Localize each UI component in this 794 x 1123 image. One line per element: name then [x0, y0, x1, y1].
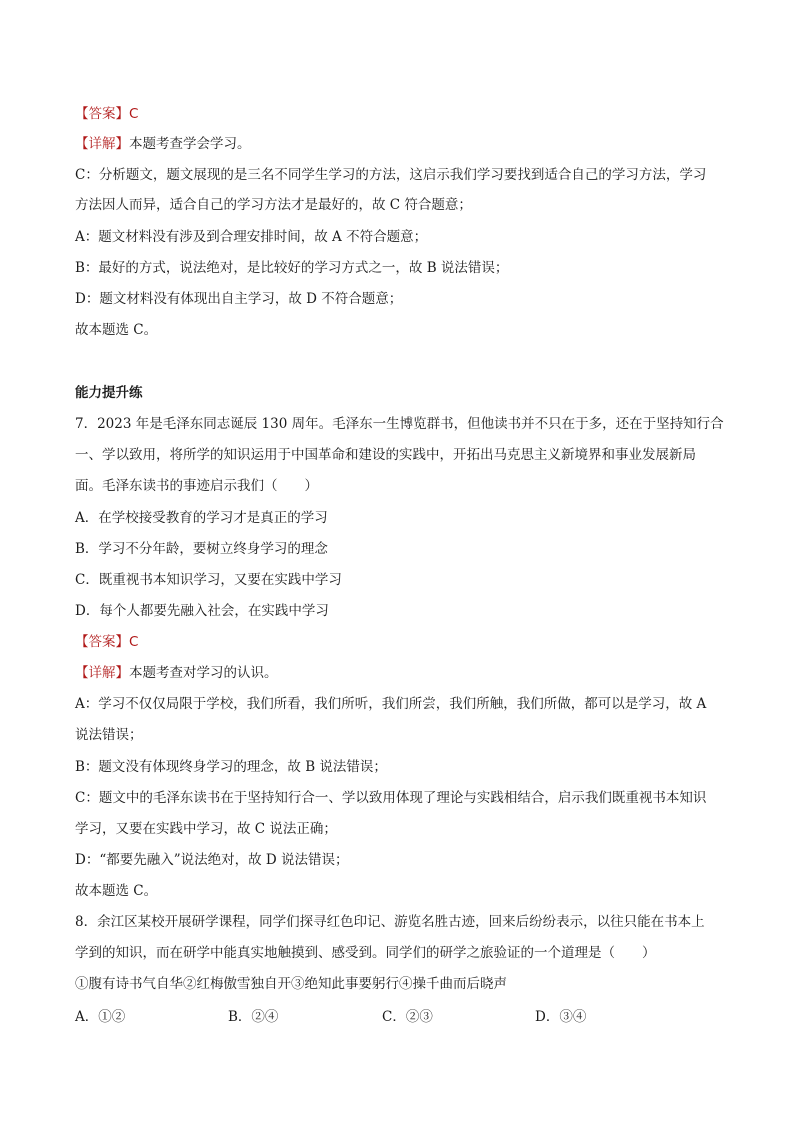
- q6-detail-text: 方法因人而异，适合自己的学习方法才是最好的，故 C 符合题意；: [75, 197, 472, 213]
- q7-option-a: A．在学校接受教育的学习才是真正的学习: [75, 510, 328, 526]
- q7-stem-line: 面。毛泽东读书的事迹启示我们（ ）: [75, 478, 318, 494]
- q6-detail-tag: 【详解】: [75, 136, 129, 152]
- q6-detail-text: C：分析题文，题文展现的是三名不同学生学习的方法，这启示我们学习要找到适合自己的学习方法，学习: [75, 167, 707, 183]
- q8-option-c: C．②③: [382, 1009, 433, 1025]
- q7-detail-tag: 【详解】: [75, 665, 129, 681]
- q6-answer-line: [75, 104, 725, 124]
- q7-option-d: D．每个人都要先融入社会，在实践中学习: [75, 603, 329, 619]
- q7-option-c: C．既重视书本知识学习，又要在实践中学习: [75, 572, 342, 588]
- q6-answer-tag: 【答案】: [75, 106, 129, 122]
- q7-detail-text: 故本题选 C。: [75, 883, 158, 899]
- q7-detail-text: 学习，又要在实践中学习，故 C 说法正确；: [75, 821, 337, 837]
- q7-detail-line: [75, 663, 725, 683]
- q7-detail-text: A：学习不仅仅局限于学校，我们所看，我们所听，我们所尝，我们所触，我们所做，都可以是学习，故 A: [75, 696, 707, 712]
- q7-option-b: B．学习不分年龄，要树立终身学习的理念: [75, 541, 328, 557]
- q8-option-a: A．①②: [75, 1009, 126, 1025]
- q6-detail-text: B：最好的方式，说法绝对，是比较好的学习方式之一，故 B 说法错误；: [75, 260, 509, 276]
- q7-stem-line: 7．2023 年是毛泽东同志诞辰 130 周年。毛泽东一生博览群书，但他读书并不只在于多，还在于坚持知行合: [75, 416, 724, 432]
- q6-detail-text: D：题文材料没有体现出自主学习，故 D 不符合题意；: [75, 291, 403, 307]
- q7-detail-text: B：题文没有体现终身学习的理念，故 B 说法错误；: [75, 759, 387, 775]
- q7-detail-intro: 本题考查对学习的认识。: [129, 665, 278, 681]
- q6-detail-text: 故本题选 C。: [75, 322, 158, 338]
- q8-stem-line: 8．余江区某校开展研学课程，同学们探寻红色印记、游览名胜古迹，回来后纷纷表示，以往只能在书本上: [75, 914, 705, 930]
- q8-option-b: B．②④: [228, 1009, 279, 1025]
- q6-detail-text: A：题文材料没有涉及到合理安排时间，故 A 不符合题意；: [75, 229, 428, 245]
- q8-statements: ①腹有诗书气自华②红梅傲雪独自开③绝知此事要躬行④操千曲而后晓声: [75, 976, 507, 992]
- q6-detail-intro: 本题考查学会学习。: [129, 136, 251, 152]
- section-title: 能力提升练: [75, 385, 143, 401]
- q7-stem-line: 一、学以致用，将所学的知识运用于中国革命和建设的实践中，开拓出马克思主义新境界和事业发展新局: [75, 447, 696, 463]
- q7-answer-line: [75, 632, 725, 652]
- q8-option-d: D．③④: [535, 1009, 587, 1025]
- q8-stem-line: 学到的知识，而在研学中能真实地触摸到、感受到。同学们的研学之旅验证的一个道理是（ ）: [75, 945, 656, 961]
- q7-answer-tag: 【答案】: [75, 634, 129, 650]
- q7-detail-text: 说法错误；: [75, 727, 143, 743]
- q7-detail-text: C：题文中的毛泽东读书在于坚持知行合一、学以致用体现了理论与实践相结合，启示我们既重视书本知识: [75, 790, 707, 806]
- q7-detail-text: D：“都要先融入”说法绝对，故 D 说法错误；: [75, 852, 349, 868]
- q7-answer-value: C: [129, 634, 139, 650]
- q6-detail-line: [75, 134, 725, 154]
- q6-answer-value: C: [129, 106, 139, 122]
